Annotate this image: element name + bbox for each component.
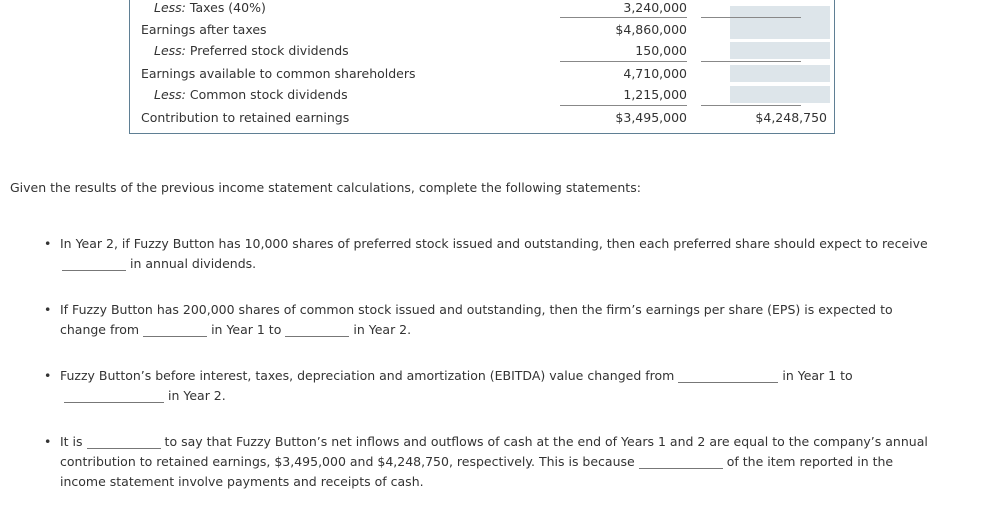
statement-text: in Year 2. (168, 388, 226, 403)
row-label: Earnings available to common shareholders (141, 66, 416, 81)
preferred-dividend-blank[interactable] (62, 257, 126, 271)
year2-value: $4,248,750 (755, 110, 827, 125)
row-label: Less: Taxes (40%) (154, 0, 266, 15)
statement-text: It is (60, 434, 83, 449)
statement-text: in annual dividends. (130, 256, 257, 271)
table-divider (701, 61, 801, 62)
statement-cash-flows (60, 432, 930, 492)
ebitda-year1-blank[interactable] (678, 369, 778, 383)
income-statement-table (129, 0, 835, 134)
row-label: Less: Common stock dividends (154, 87, 348, 102)
year2-input-cell[interactable] (730, 65, 830, 82)
eps-year1-blank[interactable] (143, 323, 207, 337)
year1-value: 4,710,000 (623, 66, 687, 81)
statement-text: of the item reported in the income statement involve payments and receipts of cash. (60, 454, 894, 489)
table-divider (560, 17, 687, 18)
table-row (130, 108, 836, 128)
ebitda-year2-blank[interactable] (64, 389, 164, 403)
table-row (130, 85, 836, 105)
statement-preferred-dividends (60, 234, 930, 274)
table-divider (701, 105, 801, 106)
table-divider (560, 61, 687, 62)
eps-year2-blank[interactable] (285, 323, 349, 337)
year2-input-cell[interactable] (730, 22, 830, 39)
statement-text: in Year 1 to (782, 368, 853, 383)
reason-blank[interactable] (639, 455, 723, 469)
statement-eps-change (60, 300, 930, 340)
table-row (130, 20, 836, 40)
row-label: Contribution to retained earnings (141, 110, 350, 125)
table-row (130, 41, 836, 61)
accuracy-blank[interactable] (87, 435, 161, 449)
year2-input-cell[interactable] (730, 86, 830, 103)
statement-text: in Year 2. (353, 322, 412, 337)
year1-value: $3,495,000 (615, 110, 687, 125)
statement-text: If Fuzzy Button has 200,000 shares of common stock issued and outstanding, then the firm’s earnings per share (EPS) is expected to change from (60, 302, 893, 337)
year2-input-cell[interactable] (730, 42, 830, 59)
instructions-text: Given the results of the previous income statement calculations, complete the following statements: (10, 180, 641, 195)
year1-value: 3,240,000 (623, 0, 687, 15)
year1-value: 150,000 (635, 43, 687, 58)
table-divider (701, 17, 801, 18)
table-divider (560, 105, 687, 106)
statement-text: In Year 2, if Fuzzy Button has 10,000 shares of preferred stock issued and outstanding, then each preferred share should expect to receive (60, 236, 928, 251)
year1-value: 1,215,000 (623, 87, 687, 102)
table-row (130, 64, 836, 84)
statement-text: in Year 1 to (211, 322, 282, 337)
row-label: Less: Preferred stock dividends (154, 43, 349, 58)
statement-ebitda-change (60, 366, 930, 406)
year1-value: $4,860,000 (615, 22, 687, 37)
table-row (130, 0, 836, 18)
row-label: Earnings after taxes (141, 22, 267, 37)
statement-text: Fuzzy Button’s before interest, taxes, depreciation and amortization (EBITDA) value changed from (60, 368, 675, 383)
statement-text: to say that Fuzzy Button’s net inflows and outflows of cash at the end of Years 1 and 2 are equal to the company’s annual contribution to retained earnings, $3,495,000 and $4,248,750, respectively. This is because (60, 434, 928, 469)
